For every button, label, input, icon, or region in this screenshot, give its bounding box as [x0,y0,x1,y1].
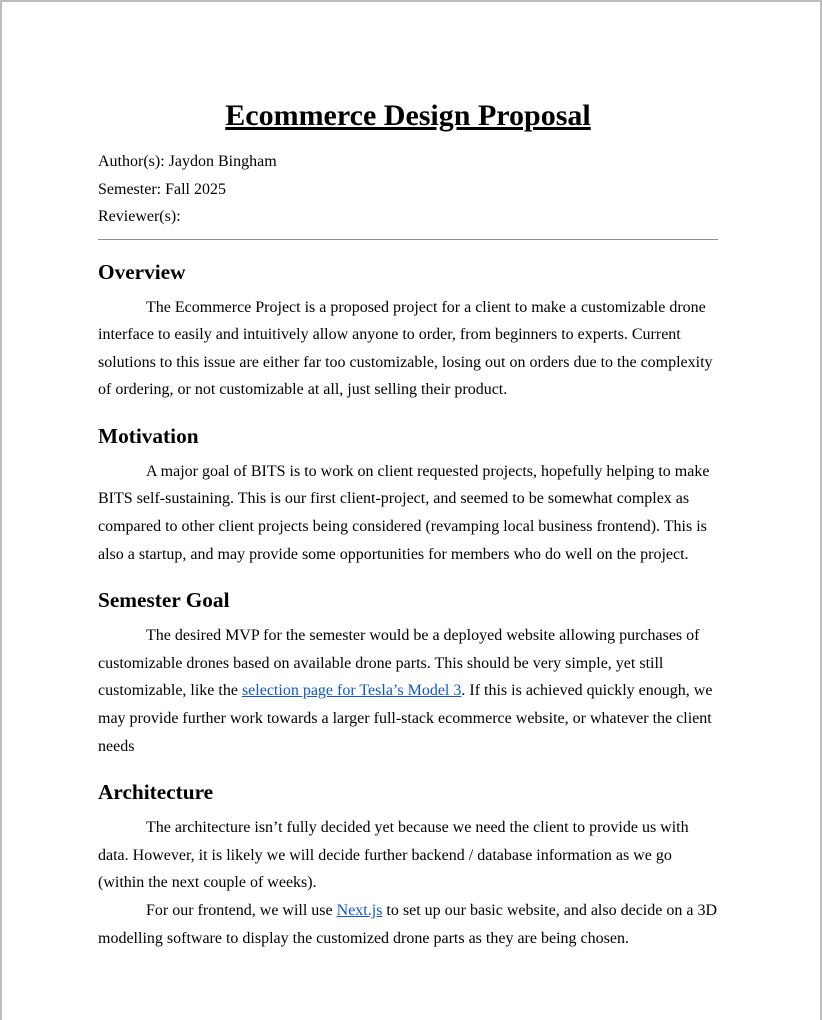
overview-paragraph [98,294,718,404]
section-heading-overview: Overview [98,259,186,284]
paragraph-text: A major goal of BITS is to work on client requested projects, hopefully helping to make BITS self-sustaining. This is our first client-project, and seemed to be somewhat complex as compared to other client projects being considered (revamping local business frontend). This is also a startup, and may provide some opportunities for members who do well on the project. [98,462,710,563]
meta-authors: Author(s): Jaydon Bingham [98,153,277,170]
meta-semester: Semester: Fall 2025 [98,180,226,198]
section-heading-architecture: Architecture [98,780,214,805]
document-title: Ecommerce Design Proposal [225,99,591,132]
nextjs-link[interactable]: Next.js [336,902,383,919]
paragraph-text: . If this is achieved quickly enough, we may provide further work towards a larger full-stack ecommerce website, or whatever the client needs [98,682,713,755]
document-content [2,98,820,952]
semester-goal-paragraph [98,622,718,760]
header-divider [98,239,718,240]
paragraph-text: The desired MVP for the semester would be a deployed website allowing purchases of customizable drones based on available drone parts. This should be very simple, yet still customizable, like the [98,627,700,700]
section-heading-motivation: Motivation [98,423,199,448]
section-heading-semester-goal: Semester Goal [98,588,230,613]
tesla-model3-link[interactable]: selection page for Tesla’s Model 3 [241,682,462,700]
motivation-paragraph [98,458,718,568]
paragraph-text: The architecture isn’t fully decided yet because we need the client to provide us with data. However, it is likely we will decide further backend / database information as we go (within the next couple of weeks). [98,819,689,892]
paragraph-text: to set up our basic website, and also decide on a 3D modelling software to display the customized drone parts as they are being chosen. [98,902,717,947]
meta-reviewers: Reviewer(s): [98,208,181,225]
paragraph-text: For our frontend, we will use [146,902,337,919]
architecture-paragraph-2 [98,897,718,952]
paragraph-text: The Ecommerce Project is a proposed project for a client to make a customizable drone interface to easily and intuitively allow anyone to order, from beginners to experts. Current solutions to this issue are either far too customizable, losing out on orders due to the complexity of ordering, or not customizable at all, just selling their product. [98,298,713,399]
architecture-paragraph-1 [98,814,718,897]
